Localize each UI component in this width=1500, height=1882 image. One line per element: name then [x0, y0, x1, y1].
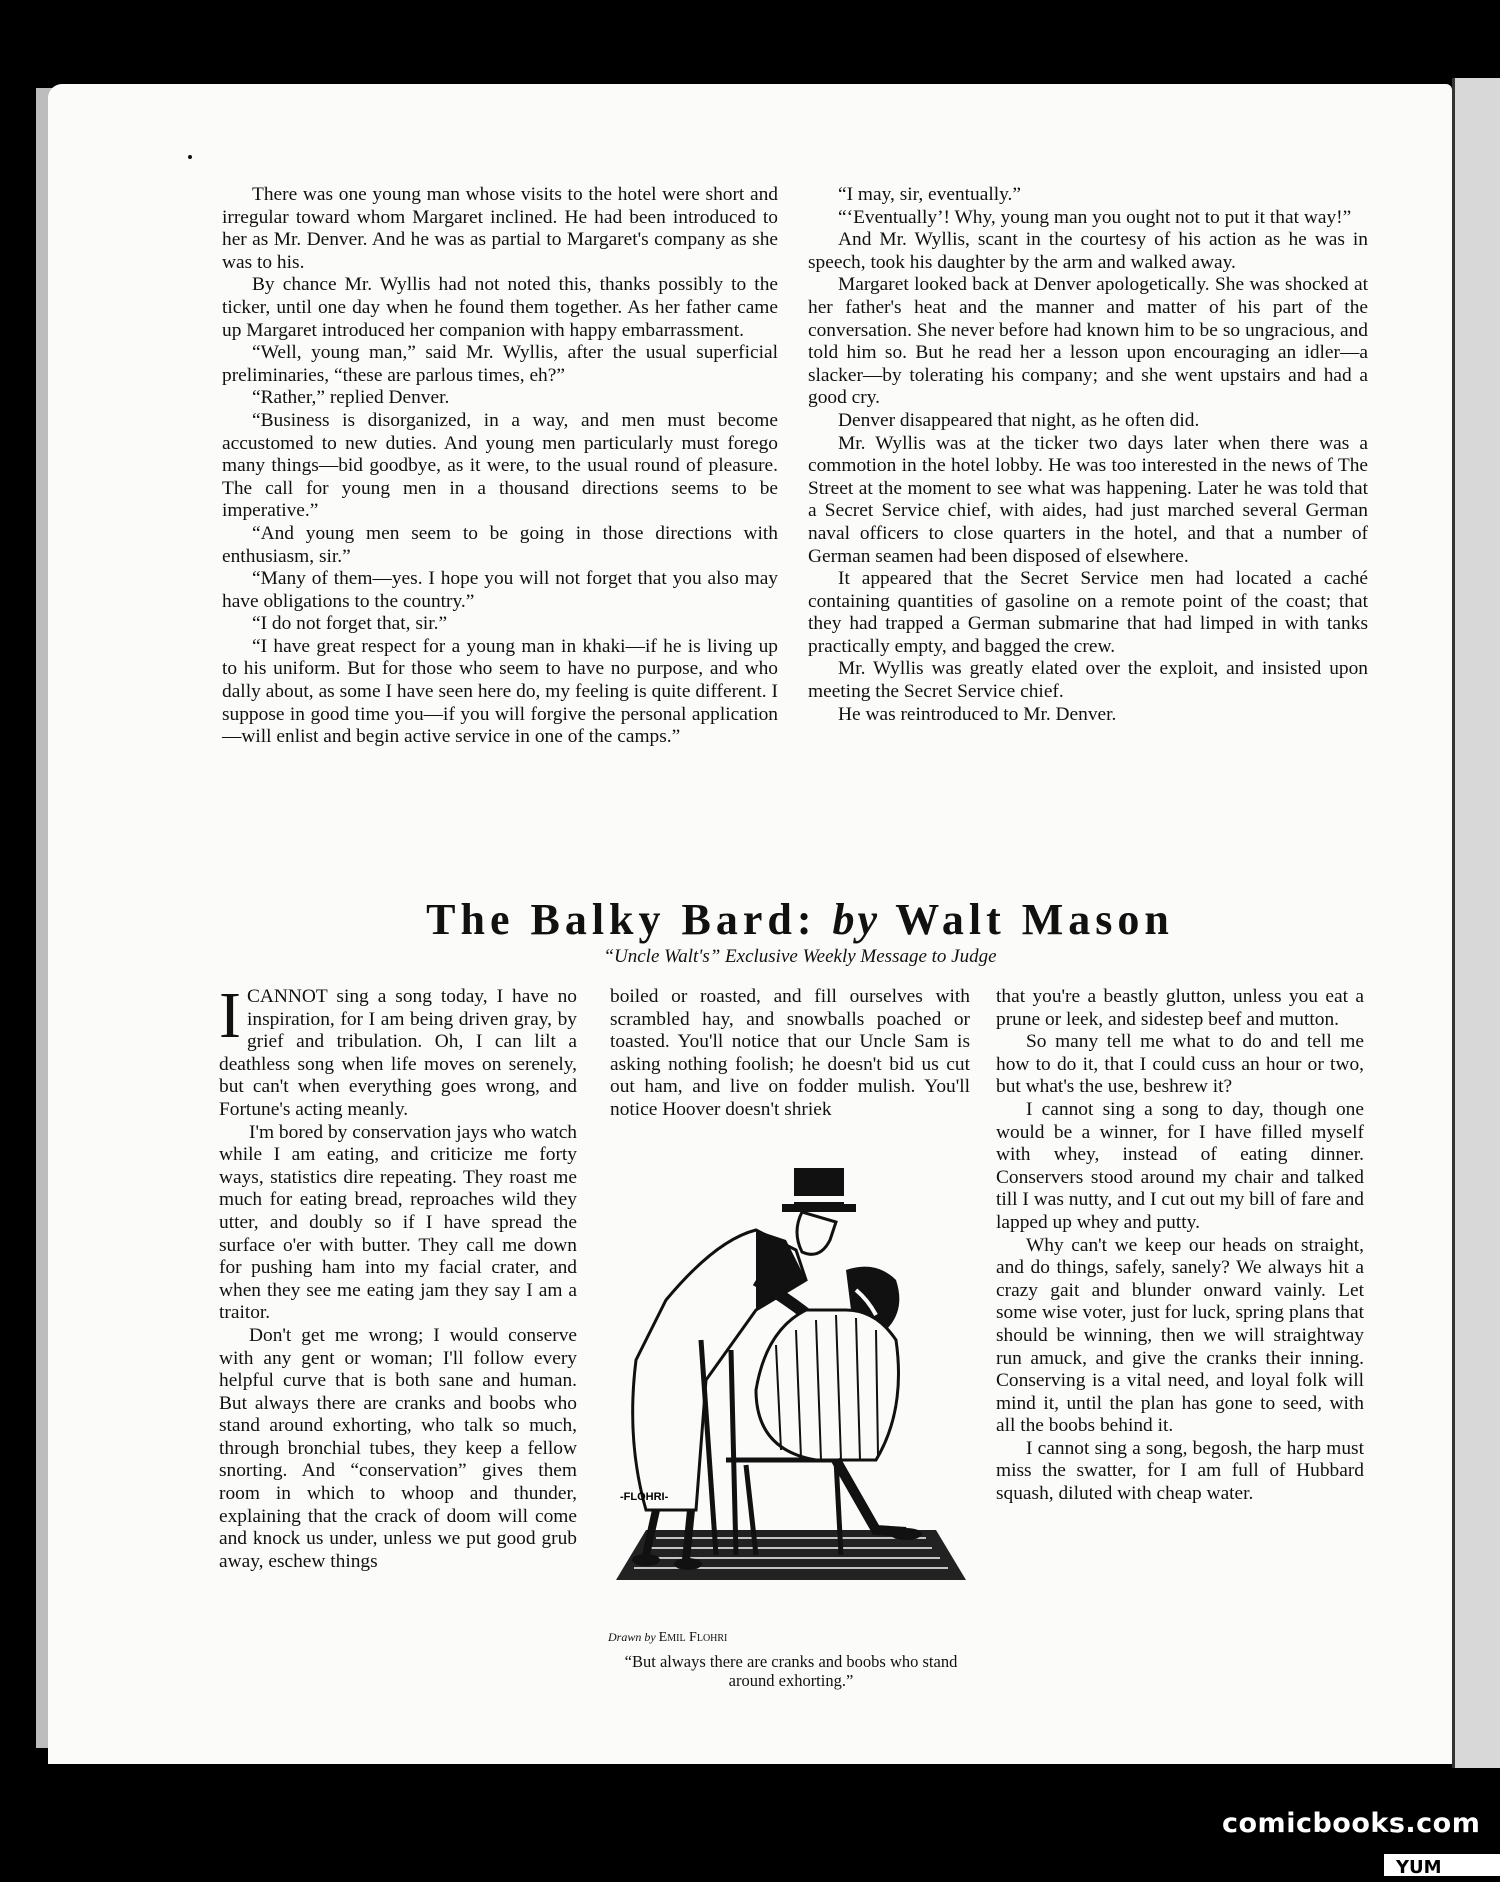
story-paragraph: “I do not forget that, sir.” [252, 613, 448, 635]
story-paragraph: There was one young man whose visits to the hotel were short and irregular toward whom Margaret inclined. He had been introduced to her as Mr. Denver. And he was as partial to Margaret's company as she was to his. [222, 184, 778, 273]
story-paragraph: Mr. Wyllis was at the ticker two days later when there was a commotion in the hotel lobby. He was too interested in the news of The Street at the moment to see what was happening. Later he was told that a Secret Service chief, with aides, had just marched several German naval officers to close quarters in the hotel, and that a number of German seamen had been disposed of elsewhere. [808, 432, 1368, 567]
story-paragraph: Denver disappeared that night, as he often did. [838, 409, 1200, 431]
poem-paragraph: So many tell me what to do and tell me how to do it, that I could cuss an hour or two, but what's the use, beshrew it? [996, 1031, 1364, 1098]
story-column-left [222, 184, 778, 749]
illustration-credit [608, 1630, 727, 1646]
standing-man-shoe [632, 1554, 660, 1566]
artist-signature: -FLOHRI- [620, 1491, 669, 1503]
story-paragraph: “Well, young man,” said Mr. Wyllis, after the usual superficial preliminaries, “these are parlous times, eh?” [222, 342, 778, 386]
poem-paragraph [219, 979, 577, 1122]
poem-title-by: by [832, 895, 881, 944]
poem-paragraph: Don't get me wrong; I would conserve with any gent or woman; I'll follow every helpful curve that is both sane and human. But always there are cranks and boobs who stand around exhorting, who talk so much, through bronchial tubes, they keep a fellow snorting. And “conservation” gives them room in which to whoop and thunder, explaining that the crack of doom will come and knock us under, unless we put good grub away, eschew things [219, 1324, 577, 1572]
standing-man-shoe [674, 1558, 702, 1570]
story-paragraph: “‘Eventually’! Why, young man you ought not to put it that way!” [838, 206, 1352, 228]
credit-prefix: Drawn by [608, 1630, 656, 1644]
poem-subtitle: “Uncle Walt's” Exclusive Weekly Message to Judge [603, 946, 997, 967]
standing-man-face [797, 1212, 836, 1254]
poem-column-2 [610, 986, 970, 1122]
story-paragraph: And Mr. Wyllis, scant in the courtesy of his action as he was in speech, took his daughter by the arm and walked away. [808, 229, 1368, 273]
story-paragraph: “I have great respect for a young man in khaki—if he is living up to his uniform. But for those who seem to have no purpose, and who dally about, as some I have seen here do, my feeling is quite different. I suppose in good time you—if you will forgive the personal application—will enlist and begin active service in one of the camps.” [222, 635, 778, 748]
story-paragraph: Margaret looked back at Denver apologetically. She was shocked at her father's heat and the manner and matter of his part of the conversation. She never before had known him to be so ungracious, and told him so. But he read her a lesson upon encouraging an idler—a slacker—by tolerating his company; and she went upstairs and had a good cry. [808, 274, 1368, 409]
story-paragraph: “And young men seem to be going in those directions with enthusiasm, sir.” [222, 522, 778, 567]
poem-paragraph: Why can't we keep our heads on straight, and do things, safely, sanely? We always hit a crazy gait and blunder onward vainly. Let some wise voter, just for luck, spring plans that should be winning, then we will straightway run amuck, and give the cranks their inning. Conserving is a vital need, and loyal folk will mind it, until the plan has gone to seed, with all the boobs behind it. [996, 1234, 1364, 1437]
illustration-caption: “But always there are cranks and boobs who stand around exhorting.” [624, 1652, 958, 1690]
drop-cap: I [219, 979, 241, 1052]
site-watermark: comicbooks.com [1222, 1808, 1481, 1839]
story-paragraph: He was reintroduced to Mr. Denver. [838, 703, 1117, 725]
poem-column-3 [996, 986, 1364, 1506]
story-paragraph: It appeared that the Secret Service men had located a caché containing quantities of gasoline on a remote point of the coast; that they had trapped a German submarine that had limped in with tanks practically empty, and bagged the crew. [808, 568, 1368, 657]
story-column-right [808, 184, 1368, 726]
poem-paragraph: boiled or roasted, and fill ourselves with scrambled hay, and snowballs poached or toasted. You'll notice that our Uncle Sam is asking nothing foolish; he doesn't bid us cut out ham, and live on fodder mulish. You'll notice Hoover doesn't shriek [610, 986, 970, 1120]
story-paragraph: “I may, sir, eventually.” [838, 184, 1021, 205]
poem-paragraph: I cannot sing a song, begosh, the harp must miss the swatter, for I am full of Hubbard squash, diluted with cheap water. [996, 1437, 1364, 1505]
poem-paragraph: I cannot sing a song to day, though one would be a winner, for I have filled myself with whey, instead of eating dinner. Conservers stood around my chair and talked till I was nutty, and I cut out my bill of fare and lapped up whey and putty. [996, 1098, 1364, 1233]
poem-paragraph: I'm bored by conservation jays who watch while I am eating, and criticize me forty ways, statistics dire repeating. They roast me much for eating bread, reproaches wild they utter, and doubly so if I have spread the surface o'er with butter. They call me down for pushing ham into my facial crater, and when they see me eating jam they say I am a traitor. [219, 1121, 577, 1324]
story-paragraph: “Business is disorganized, in a way, and men must become accustomed to new duties. And young men particularly must forego many things—bid goodbye, as it were, to the usual round of pleasure. The call for young men in a thousand directions seems to be imperative.” [222, 409, 778, 522]
corner-label: YUM [1384, 1854, 1500, 1876]
seated-man-legs [836, 1460, 906, 1532]
poem-title-author: Walt Mason [895, 895, 1174, 944]
credit-name: Emil Flohri [658, 1630, 728, 1645]
cartoon-illustration [606, 1160, 976, 1596]
poem-paragraph: that you're a beastly glutton, unless you eat a prune or leek, and sidestep beef and mutton. [996, 986, 1364, 1030]
next-page-edge [1452, 78, 1500, 1768]
top-hat-brim [782, 1204, 856, 1212]
story-paragraph: “Rather,” replied Denver. [252, 387, 450, 409]
story-paragraph: By chance Mr. Wyllis had not noted this, thanks possibly to the ticker, until one day when he found them together. As her father came up Margaret introduced her companion with happy embarrassment. [222, 274, 778, 341]
seated-man-shoe [890, 1528, 922, 1540]
poem-column-1 [219, 979, 577, 1573]
poem-title-main: The Balky Bard: [426, 895, 817, 944]
ink-speck [188, 155, 192, 159]
poem-title [200, 894, 1400, 945]
poem-opening-text: CANNOT sing a song today, I have no inspiration, for I am being driven gray, by grief and tribulation. Oh, I can lilt a deathless song when life moves on serenely, but can't when everything goes wrong, and Fortune's acting meanly. [219, 986, 577, 1120]
story-paragraph: Mr. Wyllis was greatly elated over the exploit, and insisted upon meeting the Secret Service chief. [808, 658, 1368, 703]
story-paragraph: “Many of them—yes. I hope you will not forget that you also may have obligations to the country.” [222, 568, 778, 612]
top-hat-band [794, 1196, 844, 1202]
